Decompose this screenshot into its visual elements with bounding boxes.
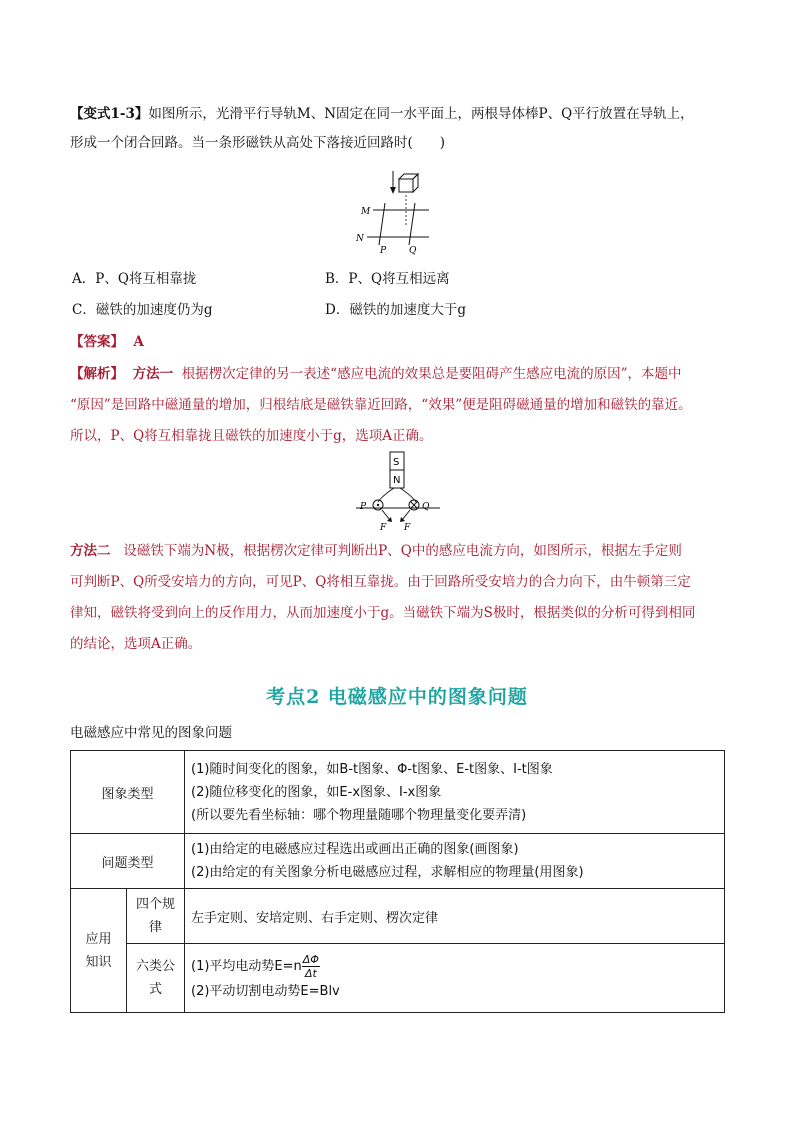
label-f1: F	[380, 523, 387, 532]
label-part: 应用	[85, 931, 112, 947]
force-figure	[352, 450, 444, 532]
method2-text3: 律知，磁铁将受到向上的反作用力，从而加速度小于g。当磁铁下端为S极时，根据类似的分析可得到相同	[70, 605, 696, 621]
label-part: 式	[148, 982, 162, 997]
formula-2: (2)平动切割电动势E=Blv	[191, 984, 340, 999]
table-row	[71, 751, 725, 834]
label-n-pole: N	[393, 475, 401, 486]
label-n: N	[356, 234, 364, 244]
label-part: 六类公	[135, 959, 175, 974]
force-arrow-left-icon	[382, 510, 390, 520]
row-label-image-type: 图象类型	[71, 751, 185, 834]
label-f2: F	[404, 523, 411, 532]
label-p2: P	[360, 502, 367, 512]
rails-magnet-figure	[355, 165, 445, 255]
analysis-label: 【解析】	[70, 366, 124, 382]
method2-line1	[70, 541, 682, 561]
method1-title: 方法一	[132, 366, 174, 382]
knowledge-table	[70, 750, 725, 1013]
label-part: 四个规	[135, 897, 175, 912]
problem-stem-text: 如图所示，光滑平行导轨M、N固定在同一水平面上，两根导体棒P、Q平行放置在导轨上，	[148, 106, 694, 122]
table-row	[71, 834, 725, 889]
row-content-image-type	[185, 751, 725, 834]
answer-label: 【答案】	[70, 334, 124, 350]
option-a: A．P、Q将互相靠拢	[72, 271, 197, 287]
fraction-denominator: Δt	[304, 967, 317, 980]
sub-label-four-rules	[127, 889, 185, 944]
row-label-problem-type: 问题类型	[71, 834, 185, 889]
sub-label-six-formulas	[127, 944, 185, 1013]
row-label-applied-knowledge	[71, 889, 127, 1013]
fraction-numerator: ΔΦ	[302, 953, 319, 966]
label-m: M	[361, 207, 371, 217]
cell-line: (2)由给定的有关图象分析电磁感应过程，求解相应的物理量(用图象)	[191, 865, 584, 880]
section-heading: 考点2 电磁感应中的图象问题	[266, 686, 528, 708]
table-row	[71, 889, 725, 944]
label-q2: Q	[422, 502, 430, 512]
method2-text4: 的结论，选项A正确。	[70, 636, 202, 652]
label-s: S	[393, 457, 400, 468]
six-formulas-content	[185, 944, 725, 1013]
analysis-line1	[70, 364, 682, 384]
method2-title: 方法二	[70, 543, 111, 559]
four-rules-value: 左手定则、安培定则、右手定则、楞次定律	[185, 889, 725, 944]
row-content-problem-type	[185, 834, 725, 889]
option-d: D．磁铁的加速度大于g	[325, 302, 466, 318]
section-intro: 电磁感应中常见的图象问题	[70, 725, 232, 741]
field-line-left	[378, 488, 394, 502]
problem-stem-line2: 形成一个闭合回路。当一条形磁铁从高处下落接近回路时( )	[70, 135, 446, 151]
answer-value: A	[133, 334, 144, 350]
label-p: P	[380, 246, 387, 255]
bar-magnet	[399, 174, 418, 192]
rod-p	[379, 203, 385, 245]
problem-stem-line1	[70, 104, 694, 124]
cell-line: (1)由给定的电磁感应过程选出或画出正确的图象(画图象)	[191, 842, 519, 857]
method2-text1: 设磁铁下端为N极，根据楞次定律可判断出P、Q中的感应电流方向，如图所示，根据左手定则	[123, 543, 682, 559]
label-part: 知识	[85, 954, 112, 970]
force-arrow-right-icon	[402, 510, 410, 520]
cell-line: (2)随位移变化的图象，如E-x图象、I-x图象	[191, 784, 442, 800]
method1-text1: 根据楞次定律的另一表述“感应电流的效果总是要阻碍产生感应电流的原因”，本题中	[181, 366, 682, 382]
option-c: C．磁铁的加速度仍为g	[72, 302, 213, 318]
label-q: Q	[409, 246, 417, 255]
formula-1-text: (1)平均电动势E=n	[191, 959, 302, 974]
problem-label: 【变式1-3】	[70, 106, 149, 122]
method1-text2: “原因”是回路中磁通量的增加，归根结底是磁铁靠近回路，“效果”便是阻碍磁通量的增加和磁铁的靠近。	[70, 397, 692, 413]
fraction	[302, 953, 320, 980]
answer-row	[70, 332, 144, 352]
table-row	[71, 944, 725, 1013]
rod-q	[409, 203, 415, 245]
formula-1	[191, 953, 718, 980]
label-part: 律	[148, 920, 162, 935]
cell-line: (所以要先看坐标轴：哪个物理量随哪个物理量变化要弄清)	[191, 807, 527, 823]
method2-text2: 可判断P、Q所受安培力的方向，可见P、Q将相互靠拢。由于回路所受安培力的合力向下，由牛顿第三定	[70, 574, 691, 590]
cell-line: (1)随时间变化的图象，如B-t图象、Φ-t图象、E-t图象、I-t图象	[191, 761, 553, 777]
method1-text3: 所以，P、Q将互相靠拢且磁铁的加速度小于g，选项A正确。	[70, 428, 433, 444]
option-b: B．P、Q将互相远离	[325, 271, 450, 287]
